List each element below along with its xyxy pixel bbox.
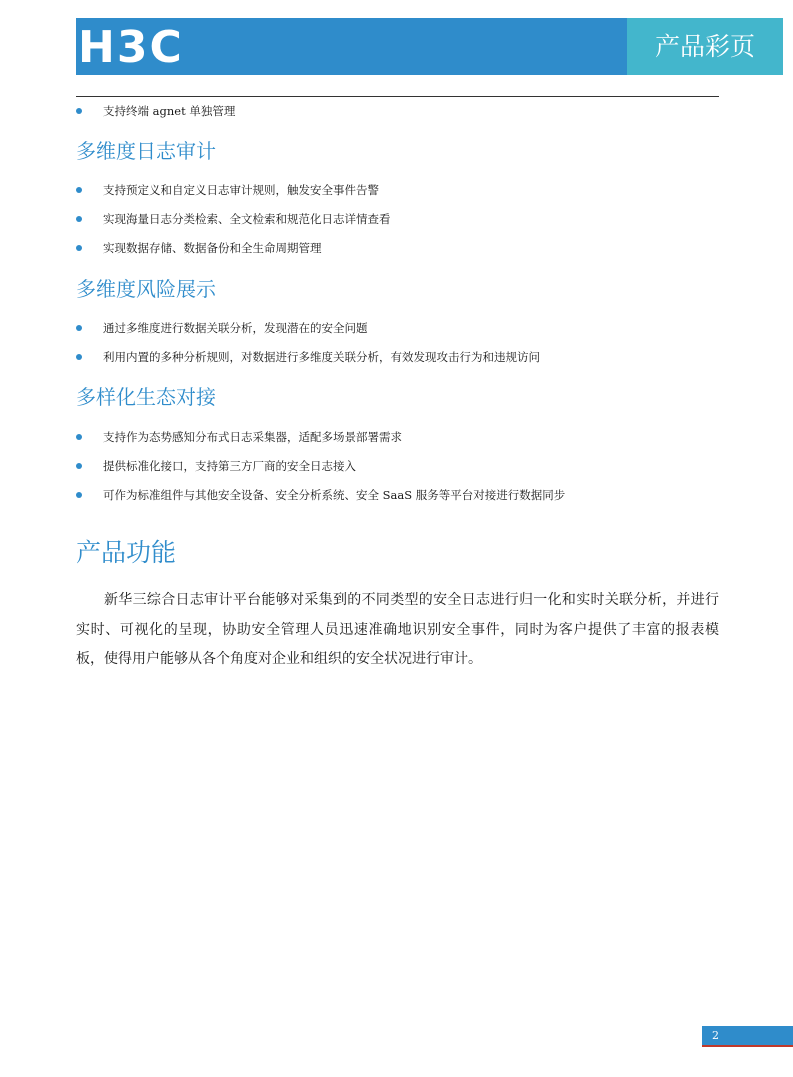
bullet-dot-icon xyxy=(76,492,82,498)
footer-rule xyxy=(702,1045,793,1047)
section-heading-log-audit: 多维度日志审计 xyxy=(76,139,216,163)
bullet-dot-icon xyxy=(76,434,82,440)
page-number: 2 xyxy=(702,1026,793,1045)
bullet-dot-icon xyxy=(76,354,82,360)
header-divider xyxy=(76,96,719,97)
bullet-dot-icon xyxy=(76,108,82,114)
bullet-dot-icon xyxy=(76,216,82,222)
section-heading-ecosystem: 多样化生态对接 xyxy=(76,385,216,409)
bullet-dot-icon xyxy=(76,463,82,469)
bullet-dot-icon xyxy=(76,325,82,331)
bullet-dot-icon xyxy=(76,245,82,251)
section-heading-risk-display: 多维度风险展示 xyxy=(76,277,216,301)
bullet-dot-icon xyxy=(76,187,82,193)
product-function-paragraph: 新华三综合日志审计平台能够对采集到的不同类型的安全日志进行归一化和实时关联分析，并进行实时、可视化的呈现，协助安全管理人员迅速准确地识别安全事件，同时为客户提供了丰富的报表模板，使得用户能够从各个角度对企业和组织的安全状况进行审计。 xyxy=(76,592,719,667)
section-heading-product-function: 产品功能 xyxy=(76,538,177,567)
h3c-logo: H3C xyxy=(78,22,184,73)
header-tab-label: 产品彩页 xyxy=(627,18,783,75)
